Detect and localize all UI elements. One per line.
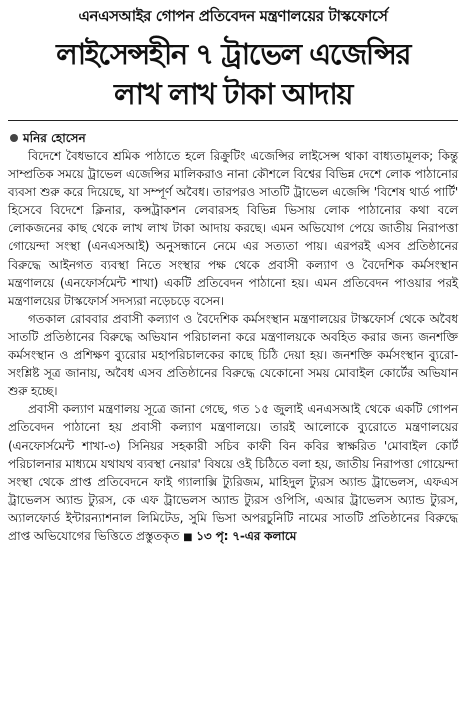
- paragraph-3: [8, 400, 458, 547]
- byline-author: মনির হোসেন: [23, 131, 86, 145]
- paragraph-2: গতকাল রোববার প্রবাসী কল্যাণ ও বৈদেশিক কর্মসংস্থান মন্ত্রণালয়ের টাস্কফোর্স থেকে অবৈধ সাতটি প্রতিষ্ঠানের বিরুদ্ধে অভিযান পরিচালনা করে মন্ত্রণালয়কে অবহিত করার জন্য জনশক্তি কর্মসংস্থান ও প্রশিক্ষণ ব্যুরোর মহাপরিচালকের কাছে চিঠি দেয়া হয়। জনশক্তি কর্মসংস্থান ব্যুরো-সংশ্লিষ্ট সূত্র জানায়, অবৈধ এসব প্রতিষ্ঠানের বিরুদ্ধে যেকোনো সময় মোবাইল কোর্টের অভিযান শুরু হচ্ছে।: [8, 311, 458, 399]
- byline-bullet-icon: [10, 134, 18, 142]
- continuation-text: ১৩ পৃ: ৭-এর কলামে: [196, 528, 297, 543]
- continuation-note: [183, 529, 296, 543]
- continuation-arrow-icon: ■: [183, 531, 193, 543]
- kicker: এনএসআইর গোপন প্রতিবেদন মন্ত্রণালয়ের টাস্কফোর্সে: [78, 7, 388, 25]
- paragraph-1: বিদেশে বৈধভাবে শ্রমিক পাঠাতে হলে রিক্রুটিং এজেন্সির লাইসেন্স থাকা বাধ্যতামূলক; কিন্তু সাম্প্রতিক সময়ে ট্রাভেল এজেন্সির মালিকরাও নানা কৌশলে বিশ্বের বিভিন্ন দেশে লোক পাঠানোর ব্যবসা শুরু করে দিয়েছে, যা সম্পূর্ণ অবৈধ। তারপরও সাতটি ট্রাভেল এজেন্সি 'বিশেষ থার্ড পার্টি' হিসেবে বিদেশে ক্লিনার, কন্সট্রাকশন লেবারসহ বিভিন্ন ভিসায় লোক পাঠানোর কথা বলে লোকজনের কাছ থেকে লাখ লাখ টাকা আদায় করছে। এমন অভিযোগ পেয়ে জাতীয় নিরাপত্তা গোয়েন্দা সংস্থা (এনএসআই) অনুসন্ধানে নেমে এর সত্যতা পায়। এরপরই এসব প্রতিষ্ঠানের বিরুদ্ধে আইনগত ব্যবস্থা নিতে সংস্থার পক্ষ থেকে প্রবাসী কল্যাণ ও বৈদেশিক কর্মসংস্থান মন্ত্রণালয়ে (এনফোর্সমেন্ট শাখা) একটি প্রতিবেদন পাঠানো হয়। এমন প্রতিবেদন পাওয়ার পরই মন্ত্রণালয়ের টাস্কফোর্স সদস্যরা নড়েচড়ে বসেন।: [8, 149, 458, 308]
- headline-line-2: লাখ লাখ টাকা আদায়: [114, 77, 352, 111]
- paragraph-3-text: প্রবাসী কল্যাণ মন্ত্রণালয় সূত্রে জানা গেছে, গত ১৫ জুলাই এনএসআই থেকে একটি গোপন প্রতিবেদন পাঠানো হয় প্রবাসী কল্যাণ মন্ত্রণালয়ে। তারই আলোকে ব্যুরোতে মন্ত্রণালয়ের (এনফোর্সমেন্ট শাখা-৩) সিনিয়র সহকারী সচিব কাফী বিন কবির স্বাক্ষরিত 'মোবাইল কোর্ট পরিচালনার মাধ্যমে যথাযথ ব্যবস্থা নেয়ার' বিষয়ে ওই চিঠিতে বলা হয়, জাতীয় নিরাপত্তা গোয়েন্দা সংস্থা থেকে প্রাপ্ত প্রতিবেদনে ফাই গ্যালাক্সি ট্যুরিজম, মাহিদুল ট্যুরস অ্যান্ড ট্রাভেলস, এফএস ট্রাভেলস অ্যান্ড ট্যুরস, কে এফ ট্রাভেলস অ্যান্ড ট্যুরস ওপিসি, এআর ট্রাভেলস অ্যান্ড ট্যুরস, অ্যালফোর্ড ইন্টারন্যাশনাল লিমিটেড, সুমি ভিসা অপরচুনিটি নামের সাতটি প্রতিষ্ঠানের বিরুদ্ধে প্রাপ্ত অভিযোগের ভিত্তিতে প্রস্তুতকৃত: [8, 402, 458, 543]
- headline-rule: [8, 120, 458, 121]
- byline: [8, 129, 458, 147]
- article-body: [8, 147, 458, 547]
- headline-line-1: লাইসেন্সহীন ৭ ট্রাভেল এজেন্সির: [56, 37, 410, 71]
